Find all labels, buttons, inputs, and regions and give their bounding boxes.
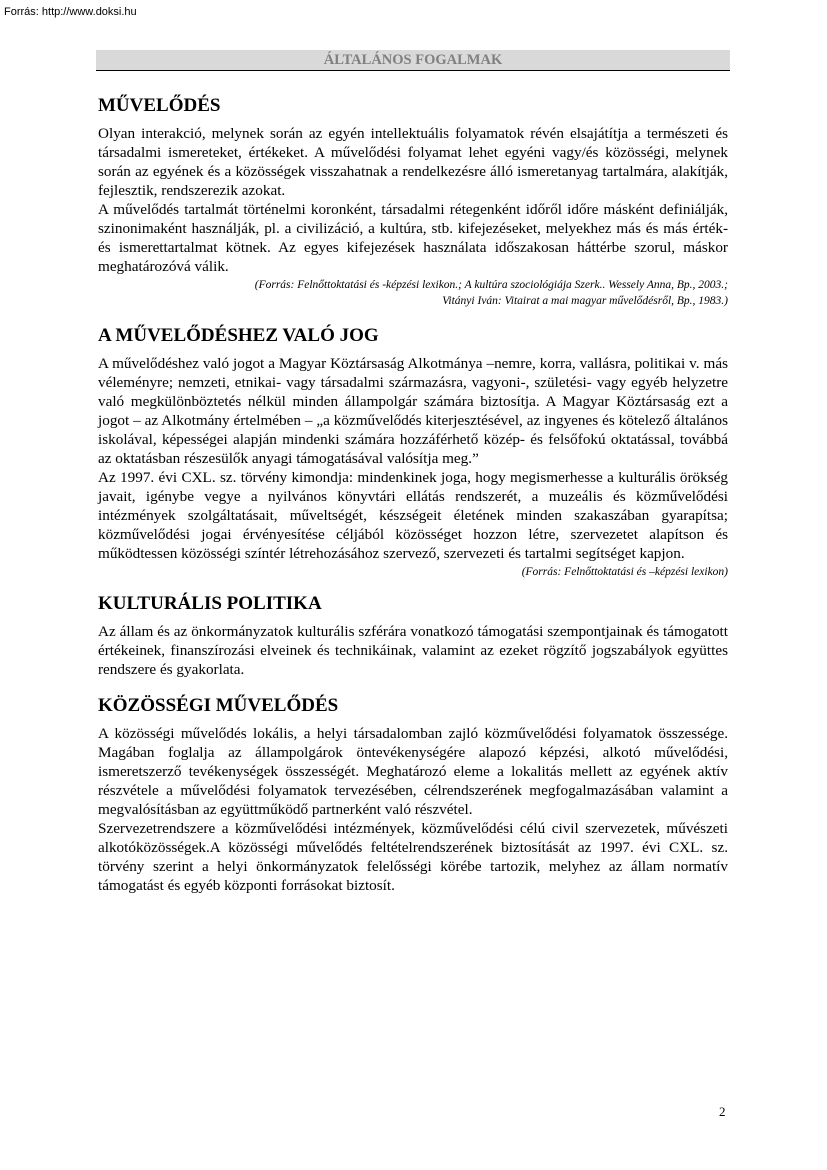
citation [98, 564, 728, 580]
section-title: A MŰVELŐDÉSHEZ VALÓ JOG [98, 325, 379, 346]
source-label: Forrás: http://www.doksi.hu [4, 6, 137, 18]
section-title: KÖZÖSSÉGI MŰVELŐDÉS [98, 695, 339, 716]
citation-line: (Forrás: Felnőttoktatási és -képzési lexikon.; A kultúra szociológiája Szerk.. Wessely Anna, Bp., 2003.; [254, 279, 728, 291]
citation [98, 277, 728, 309]
document-body [98, 94, 728, 907]
page-number: 2 [719, 1104, 726, 1119]
paragraph: A közösségi művelődés lokális, a helyi társadalomban zajló közművelődési folyamatok összessége. Magában foglalja az állampolgárok öntevékenységére alapozó képzési, alkotó művelődési, ismeretszerző tevékenységek összességét. Meghatározó eleme a lokalitás mellett az egyének aktív részvétele a művelődési folyamatok tervezésében, célrendszerének megfogalmazásában valamint a megvalósításban az együttműködő partnerként való részvétel. [98, 725, 728, 818]
section-title: KULTURÁLIS POLITIKA [98, 593, 322, 614]
section-muvelodeshez-valo-jog [98, 324, 728, 580]
section-muvelodes [98, 94, 728, 309]
citation-line: (Forrás: Felnőttoktatási és –képzési lexikon) [521, 566, 728, 578]
paragraph: A művelődéshez való jogot a Magyar Köztársaság Alkotmánya –nemre, korra, vallásra, politikai v. más véleményre; nemzeti, etnikai- vagy társadalmi származásra, vagyoni-, születési- vagy egyéb helyzetre való megkülönböztetés nélkül minden állampolgár számára biztosítja. A Magyar Köztársaság ezt a jogot – az Alkotmány értelmében – „a közművelődés kiterjesztésével, az ingyenes és kötelező általános iskolával, képességei alapján mindenki számára hozzáférhető közép- és felsőfokú oktatással, továbbá az oktatásban részesülők anyagi támogatásával valósítja meg.” [98, 355, 728, 467]
paragraph: A művelődés tartalmát történelmi koronként, társadalmi rétegenként időről időre másként definiálják, szinonimaként használják, pl. a civilizáció, a kultúra, stb. kifejezéseket, melyekhez más és más érték- és ismerettartalmat kötnek. Az egyes kifejezések használata időszakosan háttérbe szorul, máskor meghatározóvá válik. [98, 201, 728, 275]
section-title: MŰVELŐDÉS [98, 95, 221, 116]
section-kulturalis-politika [98, 592, 728, 679]
paragraph: Az állam és az önkormányzatok kulturális szférára vonatkozó támogatási szempontjainak és támogatott értékeinek, finanszírozási elveinek és technikáinak, valamint az ezeket rögzítő jogszabályok együttes rendszere és gyakorlata. [98, 623, 728, 678]
paragraph: Olyan interakció, melynek során az egyén intellektuális folyamatok révén elsajátítja a természeti és társadalmi ismereteket, értékeket. A művelődési folyamat lehet egyéni vagy/és közösségi, melynek során az egyének és a közösségek visszahatnak a rendelkezésre álló ismeretanyag tartalmára, alakítják, fejlesztik, rendszerezik azokat. [98, 125, 728, 199]
citation-line: Vitányi Iván: Vitairat a mai magyar művelődésről, Bp., 1983.) [442, 295, 728, 307]
paragraph: Az 1997. évi CXL. sz. törvény kimondja: mindenkinek joga, hogy megismerhesse a kulturális örökség javait, igénybe vegye a nyilvános könyvtári ellátás rendszerét, a muzeális és közművelődési intézmények szolgáltatásait, műveltségét, készségeit életének minden szakaszában gyarapítsa; közművelődési jogai érvényesítése céljából közösséget hozzon létre, szervezetet alapítson és működtessen közösségi színtér létrehozásához szervező, szervezeti és tartalmi segítséget kapjon. [98, 469, 728, 562]
section-kozossegi-muvelodes [98, 694, 728, 895]
paragraph: Szervezetrendszere a közművelődési intézmények, közművelődési célú civil szervezetek, művészeti alkotóközösségek.A közösségi művelődés feltételrendszerének biztosítását az 1997. évi CXL. sz. törvény szerint a helyi önkormányzatok felelősségi körébe tartozik, melyhez az állam normatív támogatást és egyéb központi forrásokat biztosít. [98, 820, 728, 894]
page-header: ÁLTALÁNOS FOGALMAK [96, 50, 730, 71]
